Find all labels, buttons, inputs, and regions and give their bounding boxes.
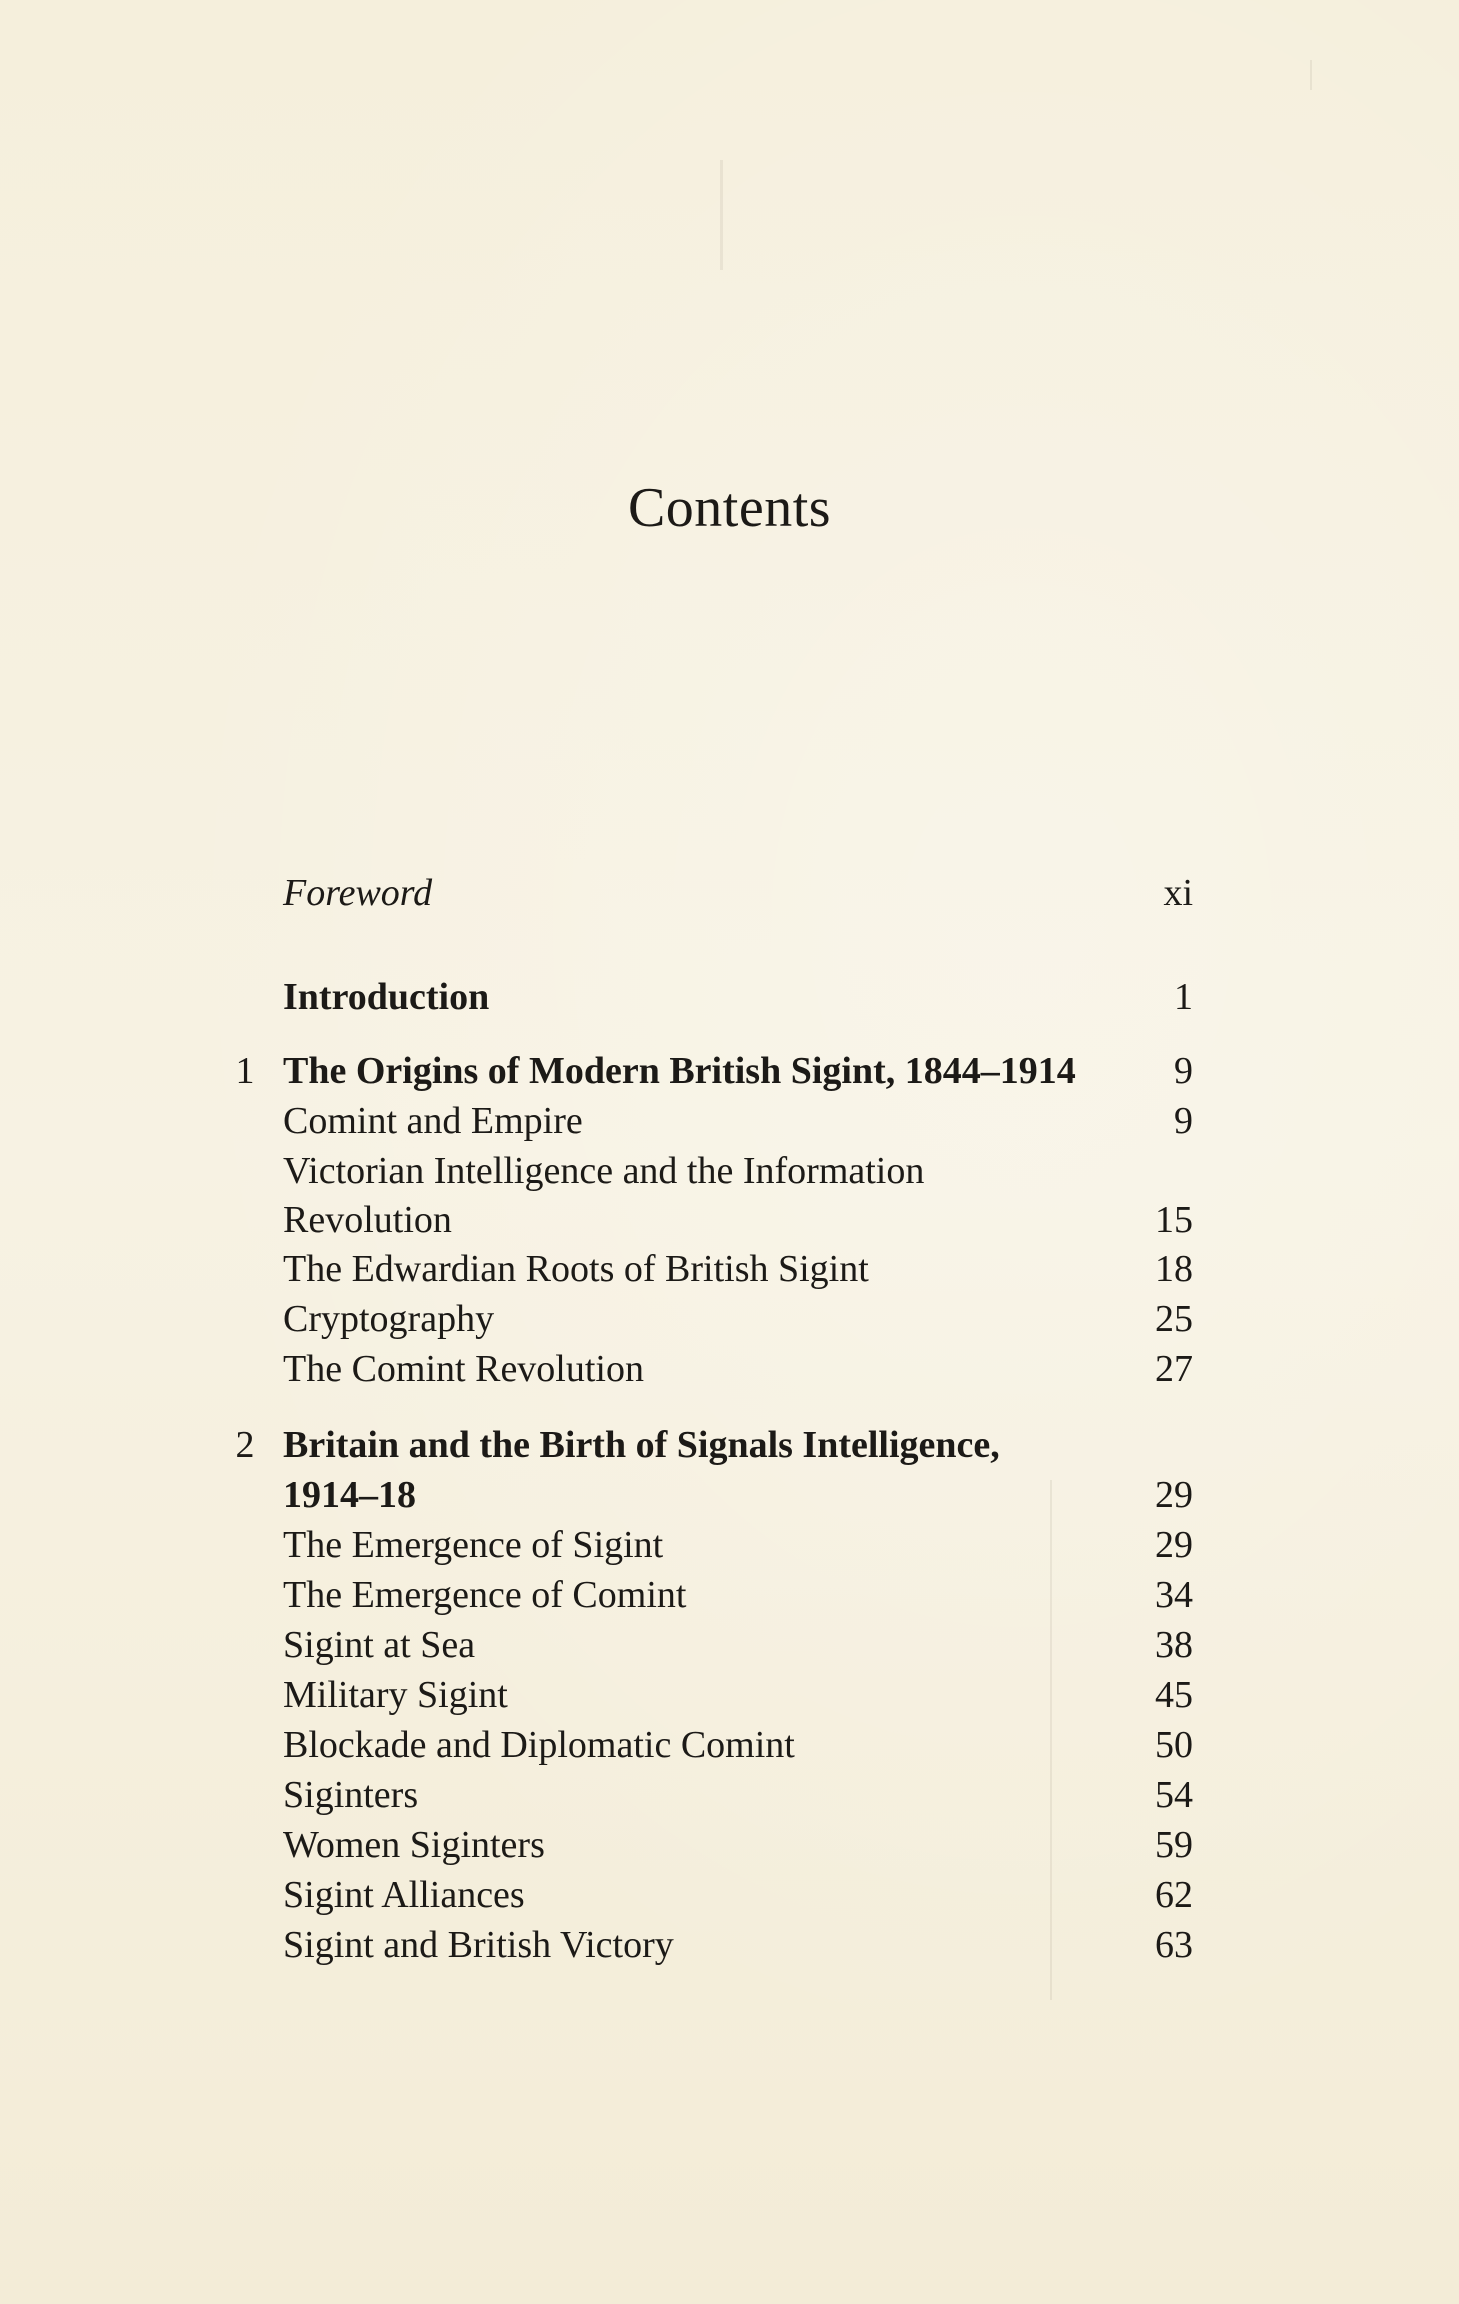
show-through-mark [1310,60,1312,90]
page-number: 1 [1174,976,1193,1018]
page-number: 9 [1174,1050,1193,1092]
entry-title: The Comint Revolution [283,1348,644,1390]
show-through-mark [720,160,723,270]
page-number: 9 [1174,1100,1193,1142]
entry-title: Comint and Empire [283,1100,583,1142]
toc-entry-section[interactable] [0,1620,1459,1670]
entry-title: Sigint at Sea [283,1624,476,1666]
toc-entry-section[interactable] [0,1244,1459,1294]
toc-entry-chapter-2-continued[interactable] [0,1470,1459,1520]
page-number: 25 [1155,1298,1193,1340]
entry-title: Sigint and British Victory [283,1924,674,1966]
page-number: 50 [1155,1724,1193,1766]
chapter-number: 1 [235,1050,255,1092]
page-number: 38 [1155,1624,1193,1666]
toc-entry-section[interactable] [0,1770,1459,1820]
entry-title: Foreword [283,872,433,914]
entry-title: Sigint Alliances [283,1874,525,1916]
toc-entry-section[interactable] [0,1294,1459,1344]
entry-title: Military Sigint [283,1674,508,1716]
toc-entry-introduction[interactable] [0,972,1459,1022]
toc-entry-section[interactable] [0,1344,1459,1394]
toc-entry-section[interactable] [0,1720,1459,1770]
entry-title: 1914–18 [283,1474,416,1516]
entry-title: Victorian Intelligence and the Information [283,1150,925,1192]
entry-title: Cryptography [283,1298,495,1340]
entry-title: The Emergence of Sigint [283,1524,664,1566]
toc-entry-section[interactable] [0,1570,1459,1620]
toc-entry-section[interactable] [0,1670,1459,1720]
toc-entry-chapter-2[interactable] [0,1420,1459,1470]
toc-entry-section[interactable] [0,1920,1459,1970]
page-number: 29 [1155,1474,1193,1516]
page-number: 18 [1155,1248,1193,1290]
toc-entry-foreword[interactable] [0,868,1459,918]
entry-title: Britain and the Birth of Signals Intelligence, [283,1424,1000,1466]
toc-entry-section-continued[interactable] [0,1195,1459,1245]
entry-title: The Edwardian Roots of British Sigint [283,1248,869,1290]
page-number: 59 [1155,1824,1193,1866]
entry-title: The Emergence of Comint [283,1574,687,1616]
toc-entry-section[interactable] [0,1520,1459,1570]
toc-entry-section[interactable] [0,1870,1459,1920]
entry-title: Blockade and Diplomatic Comint [283,1724,795,1766]
page-number: 29 [1155,1524,1193,1566]
page-number: 63 [1155,1924,1193,1966]
page-number: 15 [1155,1199,1193,1241]
toc-entry-section[interactable] [0,1096,1459,1146]
page-title: Contents [627,476,832,539]
page-number: 54 [1155,1774,1193,1816]
chapter-number: 2 [235,1424,255,1466]
entry-title: Siginters [283,1774,419,1816]
entry-title: Introduction [283,976,490,1018]
page-number: 27 [1155,1348,1193,1390]
entry-title: Revolution [283,1199,452,1241]
page-number: 62 [1155,1874,1193,1916]
toc-entry-section[interactable] [0,1146,1459,1196]
page-number: xi [1163,872,1193,914]
entry-title: Women Siginters [283,1824,545,1866]
entry-title: The Origins of Modern British Sigint, 1844–1914 [283,1050,1076,1092]
toc-entry-chapter-1[interactable] [0,1046,1459,1096]
page-number: 45 [1155,1674,1193,1716]
toc-entry-section[interactable] [0,1820,1459,1870]
page-number: 34 [1155,1574,1193,1616]
